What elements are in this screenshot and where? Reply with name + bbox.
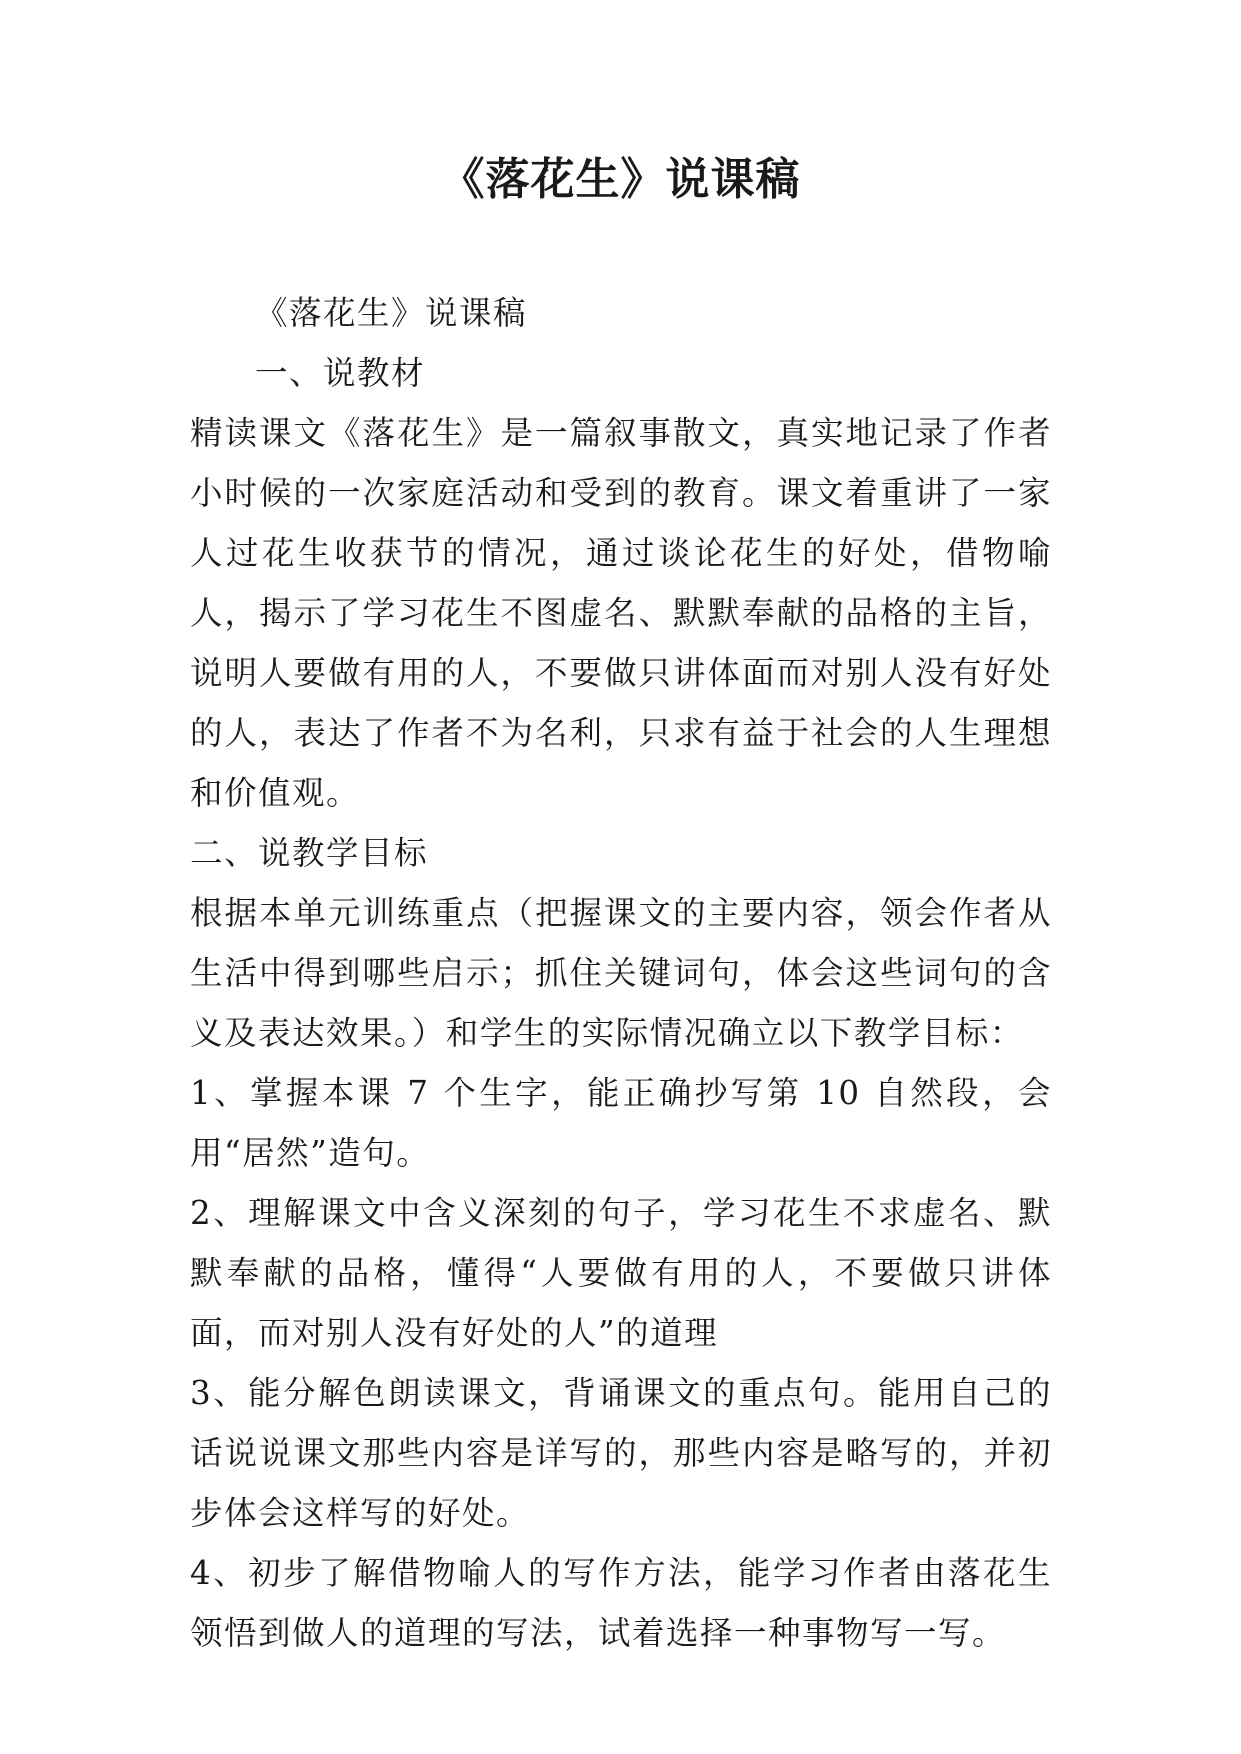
document-title: 《落花生》说课稿 — [440, 154, 801, 205]
subtitle-paragraph: 《落花生》说课稿 — [255, 294, 528, 332]
document-body — [190, 283, 1052, 1663]
goal-item-3: 3、能分解色朗读课文，背诵课文的重点句。能用自己的话说说课文那些内容是详写的，那些内容是略写的，并初步体会这样写的好处。 — [190, 1374, 1052, 1532]
goals-intro-paragraph: 根据本单元训练重点（把握课文的主要内容，领会作者从生活中得到哪些启示；抓住关键词句，体会这些词句的含义及表达效果。）和学生的实际情况确立以下教学目标： — [190, 894, 1052, 1052]
goal-item-4: 4、初步了解借物喻人的写作方法，能学习作者由落花生领悟到做人的道理的写法，试着选择一种事物写一写。 — [190, 1554, 1052, 1652]
textbook-paragraph: 精读课文《落花生》是一篇叙事散文，真实地记录了作者小时候的一次家庭活动和受到的教育。课文着重讲了一家人过花生收获节的情况，通过谈论花生的好处，借物喻人，揭示了学习花生不图虚名、默默奉献的品格的主旨，说明人要做有用的人，不要做只讲体面而对别人没有好处的人，表达了作者不为名利，只求有益于社会的人生理想和价值观。 — [190, 414, 1052, 812]
goal-item-2: 2、理解课文中含义深刻的句子，学习花生不求虚名、默默奉献的品格，懂得“人要做有用的人，不要做只讲体面，而对别人没有好处的人”的道理 — [190, 1194, 1052, 1352]
goal-item-1: 1、掌握本课 7 个生字，能正确抄写第 10 自然段，会用“居然”造句。 — [190, 1074, 1052, 1172]
section-heading-textbook: 一、说教材 — [255, 354, 426, 392]
section-heading-goals: 二、说教学目标 — [190, 834, 429, 872]
